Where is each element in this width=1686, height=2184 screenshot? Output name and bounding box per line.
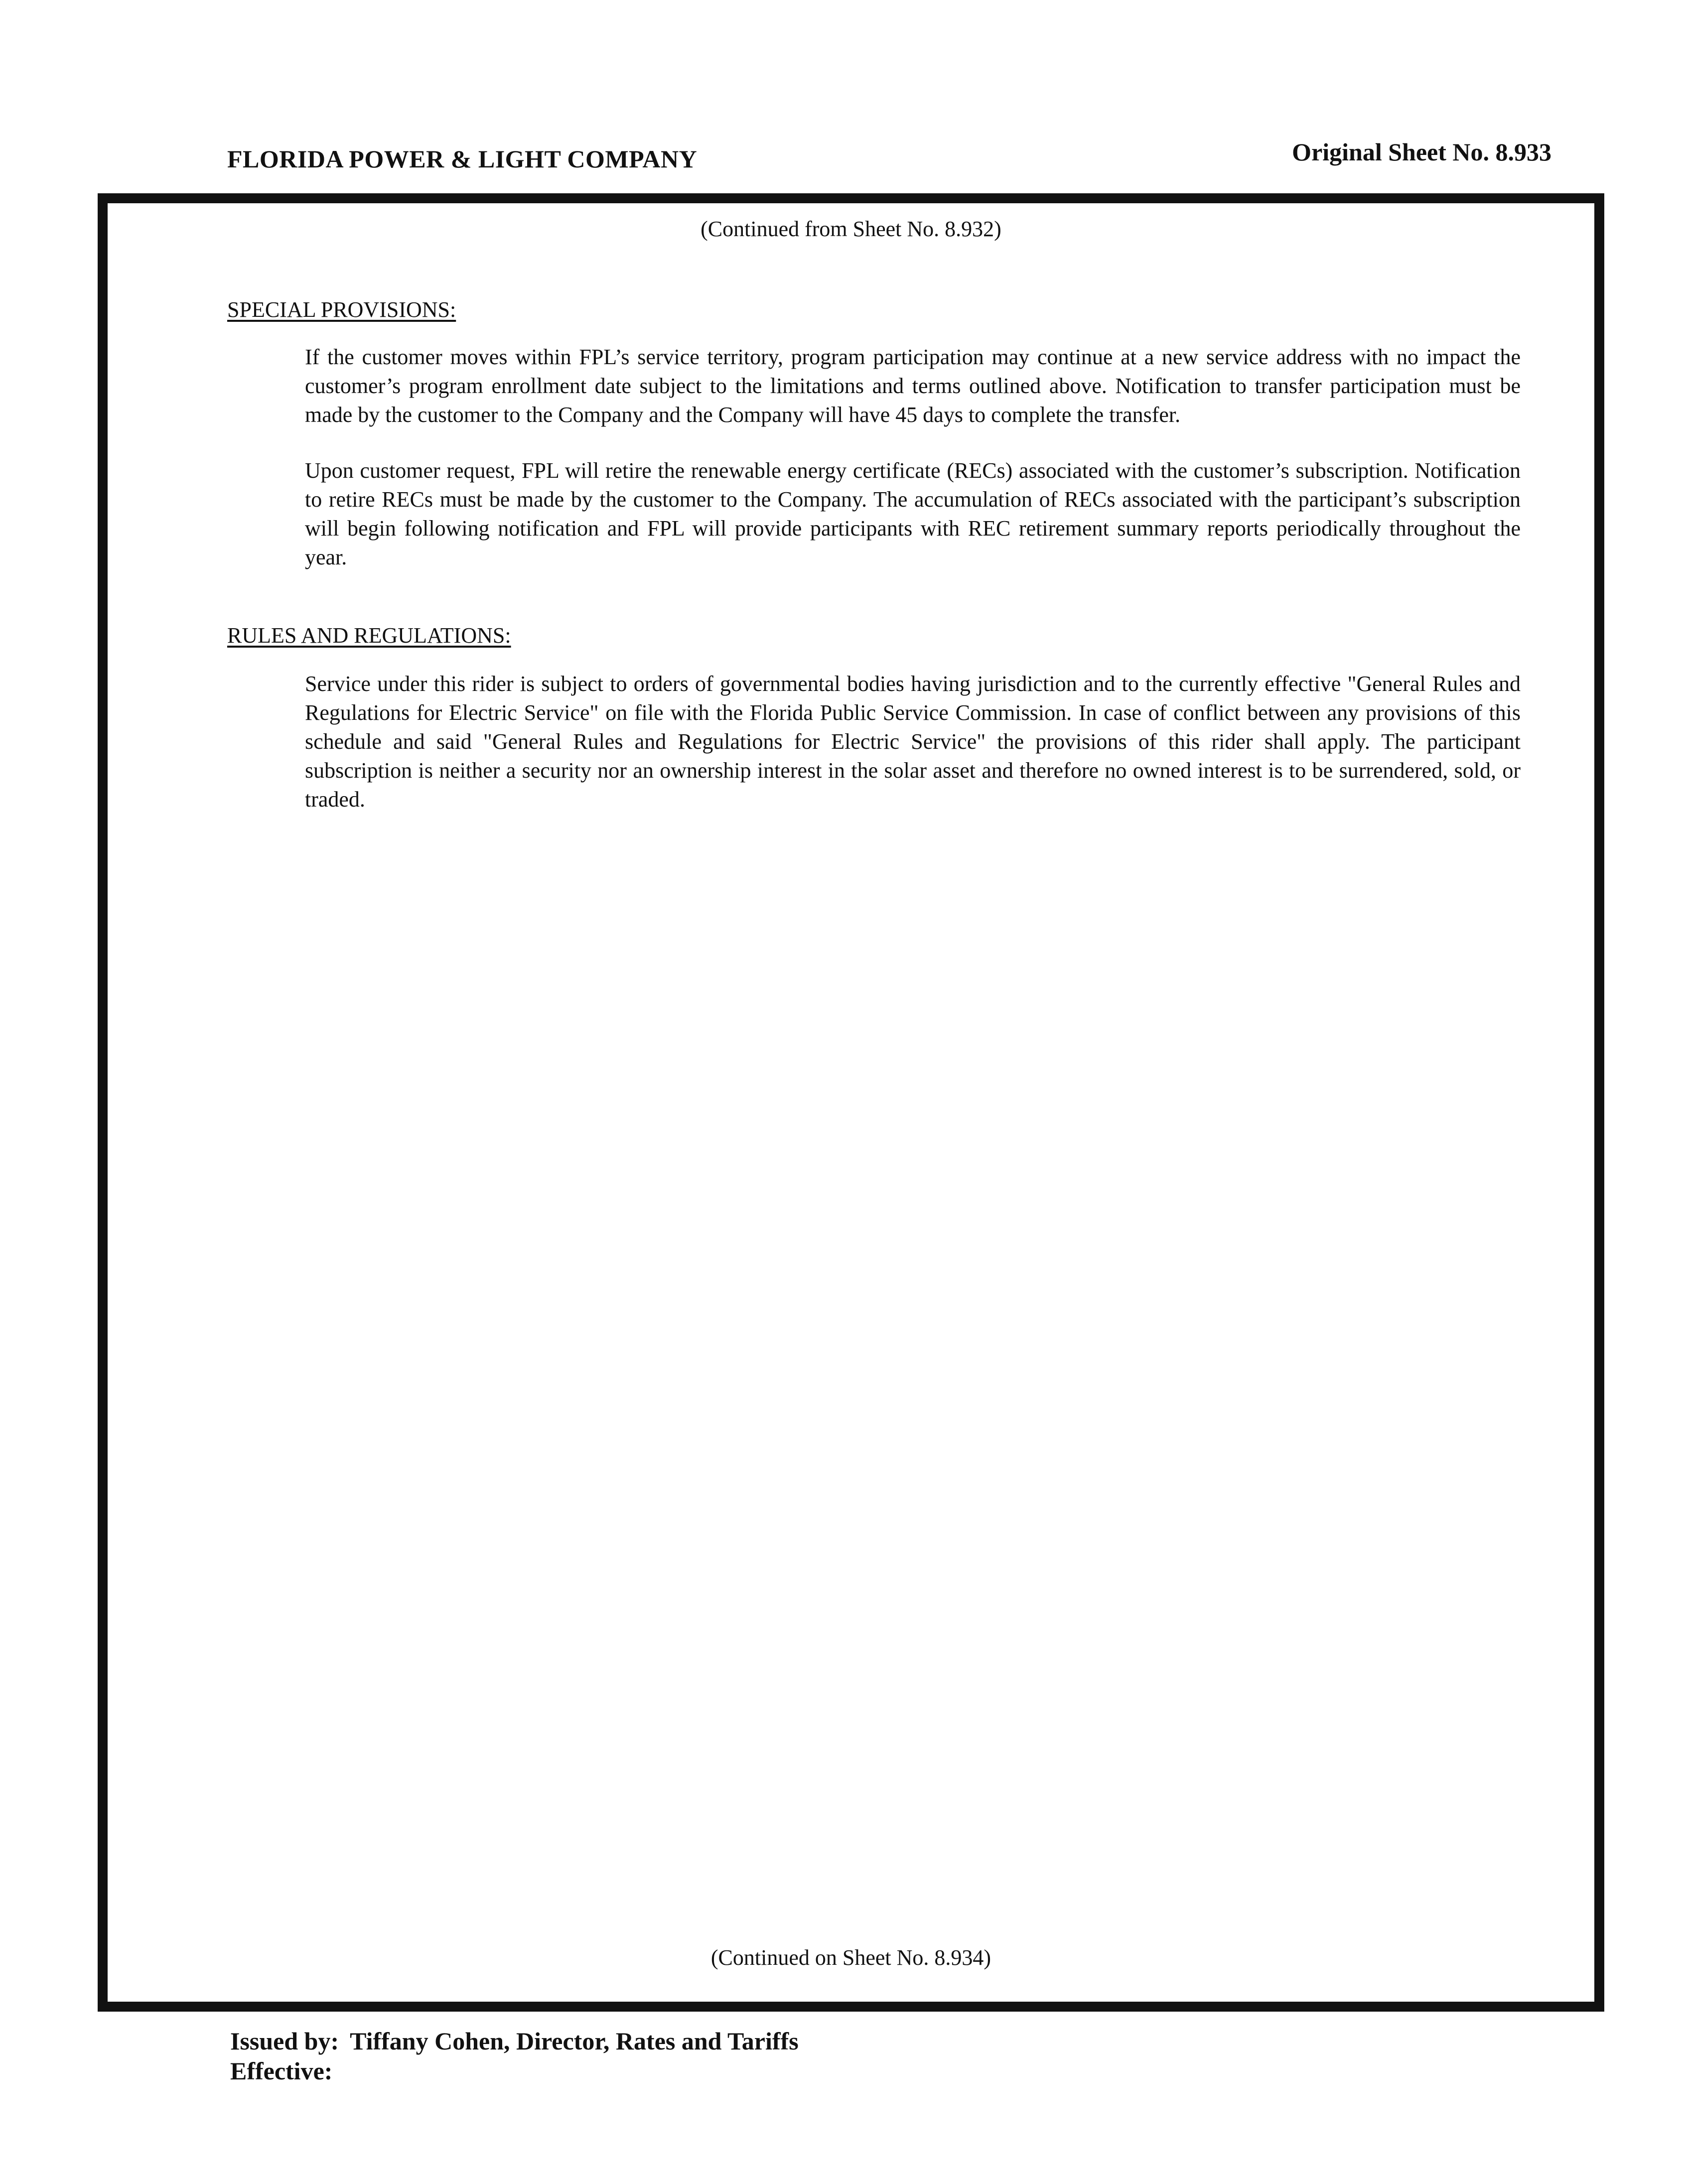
tariff-frame <box>98 193 1604 2012</box>
rules-and-regulations-heading: RULES AND REGULATIONS: <box>227 623 511 648</box>
issued-by-line <box>230 2027 799 2055</box>
company-name: FLORIDA POWER & LIGHT COMPANY <box>227 145 698 173</box>
continued-on-note: (Continued on Sheet No. 8.934) <box>710 1945 991 1970</box>
issued-by-label: Issued by: <box>230 2027 339 2055</box>
special-provisions-paragraph-2: Upon customer request, FPL will retire the renewable energy certificate (RECs) associated with the customer’s subscription. Notification to retire RECs must be made by the customer to the Company. The accumulation of RECs associated with the participant’s subscription will begin following notification and FPL will provide participants with REC retirement summary reports periodically throughout the year. <box>305 458 1521 569</box>
rules-and-regulations-paragraph: Service under this rider is subject to orders of governmental bodies having jurisdiction and to the currently effective "General Rules and Regulations for Electric Service" on file with the Florida Public Service Commission. In case of conflict between any provisions of this schedule and said "General Rules and Regulations for Electric Service" the provisions of this rider shall apply. The participant subscription is neither a security nor an ownership interest in the solar asset and therefore no owned interest is to be surrendered, sold, or traded. <box>305 672 1521 812</box>
issued-by-name: Tiffany Cohen, Director, Rates and Tariffs <box>350 2027 799 2055</box>
special-provisions-paragraph-1: If the customer moves within FPL’s service territory, program participation may continue at a new service address with no impact the customer’s program enrollment date subject to the limitations and terms outlined above. Notification to transfer participation must be made by the customer to the Company and the Company will have 45 days to complete the transfer. <box>305 345 1521 427</box>
special-provisions-heading: SPECIAL PROVISIONS: <box>227 297 456 322</box>
continued-from-note: (Continued from Sheet No. 8.932) <box>701 217 1001 241</box>
sheet-number: Original Sheet No. 8.933 <box>1292 138 1551 166</box>
effective-label: Effective: <box>230 2057 333 2085</box>
